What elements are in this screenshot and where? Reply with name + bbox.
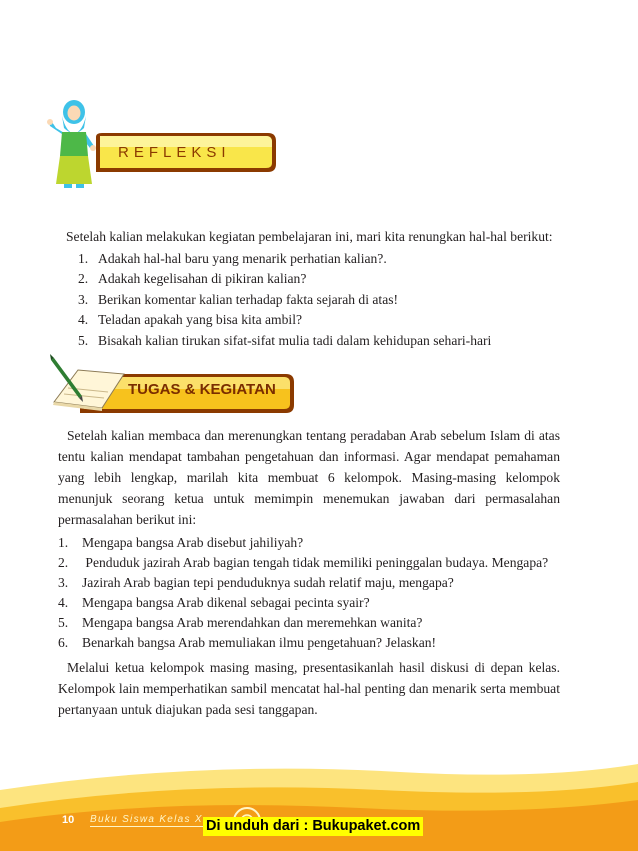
footer-wave-decoration: [0, 760, 638, 851]
tugas-paragraph: Setelah kalian membaca dan merenungkan tentang peradaban Arab sebelum Islam di atas tentu kalian mendapat tambahan pengetahuan dan informasi. Agar mendapat pemahaman yang lebih lengkap, marilah kita membuat 6 kelompok. Masing-masing kelompok menunjuk seorang ketua untuk memimpin menemukan jawaban dari permasalahan permasalahan berikut ini:: [58, 428, 560, 527]
list-item: 3. Jazirah Arab bagian tepi penduduknya sudah relatif maju, mengapa?: [58, 575, 454, 590]
list-item: 6. Benarkah bangsa Arab memuliakan ilmu pengetahuan? Jelaskan!: [58, 635, 437, 650]
download-watermark: Di unduh dari : Bukupaket.com: [203, 817, 423, 836]
list-item: 2. Penduduk jazirah Arab bagian tengah tidak memiliki peninggalan budaya. Mengapa?: [58, 555, 549, 570]
tugas-title: TUGAS & KEGIATAN: [128, 381, 276, 398]
list-item: 4. Teladan apakah yang bisa kita ambil?: [78, 312, 303, 327]
list-item: 4. Mengapa bangsa Arab dikenal sebagai pecinta syair?: [58, 595, 370, 610]
list-item: 3. Berikan komentar kalian terhadap fakta sejarah di atas!: [78, 292, 399, 307]
refleksi-title: REFLEKSI: [118, 144, 231, 161]
page-number: 10: [62, 814, 75, 826]
list-item: 2. Adakah kegelisahan di pikiran kalian?: [78, 271, 307, 286]
book-title: Buku Siswa Kelas X: [90, 814, 203, 825]
refleksi-intro: Setelah kalian melakukan kegiatan pembelajaran ini, mari kita renungkan hal-hal berikut:: [66, 229, 553, 244]
closing-paragraph: Melalui ketua kelompok masing masing, presentasikanlah hasil diskusi di depan kelas. Kelompok lain memperhatikan sambil mencatat hal-hal penting dan menarik serta membuat pertanyaan untuk diajukan pada sesi tanggapan.: [58, 660, 560, 717]
list-item: 1. Adakah hal-hal baru yang menarik perhatian kalian?.: [78, 251, 387, 266]
book-pen-icon: [48, 352, 128, 412]
list-item: 5. Mengapa bangsa Arab merendahkan dan meremehkan wanita?: [58, 615, 423, 630]
list-item: 5. Bisakah kalian tirukan sifat-sifat mulia tadi dalam kehidupan sehari-hari: [78, 333, 492, 348]
list-item: 1. Mengapa bangsa Arab disebut jahiliyah?: [58, 535, 304, 550]
